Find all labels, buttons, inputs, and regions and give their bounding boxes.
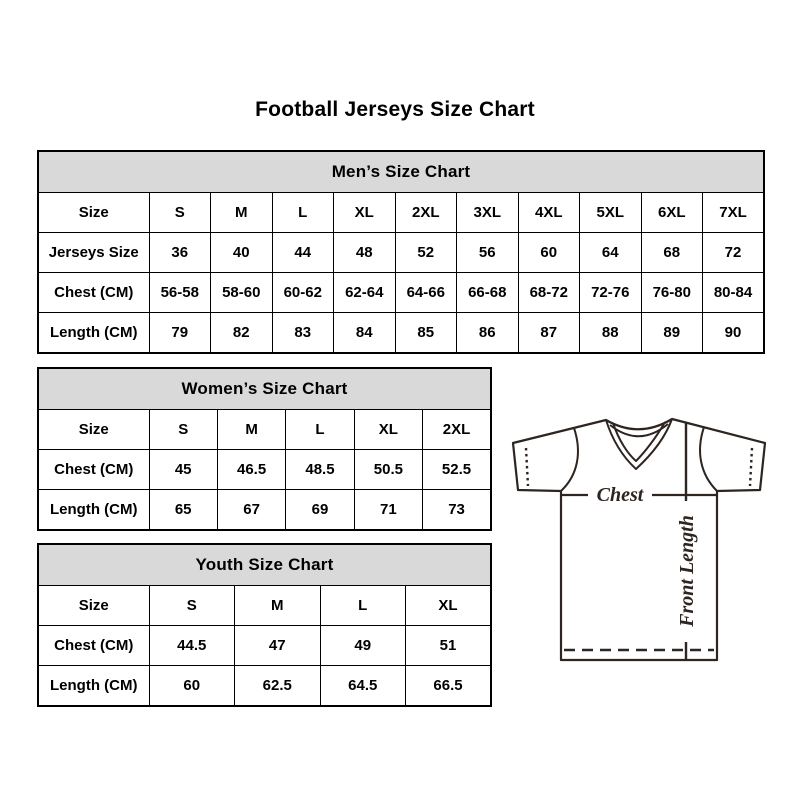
size-value-cell: 64 [580, 233, 642, 273]
page-title: Football Jerseys Size Chart [255, 98, 535, 121]
size-value-cell: 56-58 [149, 273, 211, 313]
row-label: Chest (CM) [38, 626, 149, 666]
size-value-cell: 3XL [457, 193, 519, 233]
size-value-cell: 2XL [423, 410, 491, 450]
chest-measure-label: Chest [596, 484, 644, 506]
size-value-cell: M [217, 410, 285, 450]
size-value-cell: 68-72 [518, 273, 580, 313]
row-label: Length (CM) [38, 313, 149, 354]
table-row [38, 450, 491, 490]
size-value-cell: 4XL [518, 193, 580, 233]
size-value-cell: 52.5 [423, 450, 491, 490]
size-value-cell: 79 [149, 313, 211, 354]
front-length-measure-label: Front Length [676, 515, 698, 627]
jersey-diagram [500, 398, 770, 680]
size-value-cell: 64.5 [320, 666, 406, 707]
size-value-cell: 46.5 [217, 450, 285, 490]
row-label: Chest (CM) [38, 273, 149, 313]
table-row [38, 666, 491, 707]
size-value-cell: 83 [272, 313, 334, 354]
size-value-cell: 58-60 [211, 273, 273, 313]
size-value-cell: 6XL [641, 193, 703, 233]
size-value-cell: 66-68 [457, 273, 519, 313]
size-value-cell: 56 [457, 233, 519, 273]
size-value-cell: 73 [423, 490, 491, 531]
size-value-cell: 44 [272, 233, 334, 273]
size-value-cell: 2XL [395, 193, 457, 233]
size-value-cell: 85 [395, 313, 457, 354]
table-row [38, 586, 491, 626]
size-value-cell: S [149, 586, 235, 626]
row-label: Length (CM) [38, 490, 149, 531]
size-value-cell: S [149, 193, 211, 233]
womens-size-table [37, 367, 492, 531]
size-value-cell: 72-76 [580, 273, 642, 313]
size-value-cell: 48 [334, 233, 396, 273]
size-value-cell: 48.5 [286, 450, 354, 490]
size-value-cell: 67 [217, 490, 285, 531]
size-value-cell: XL [354, 410, 422, 450]
size-value-cell: XL [406, 586, 492, 626]
table-row [38, 193, 764, 233]
size-value-cell: 44.5 [149, 626, 235, 666]
row-label: Jerseys Size [38, 233, 149, 273]
size-value-cell: 80-84 [703, 273, 765, 313]
size-value-cell: 66.5 [406, 666, 492, 707]
size-value-cell: 47 [235, 626, 321, 666]
size-value-cell: 52 [395, 233, 457, 273]
size-value-cell: 69 [286, 490, 354, 531]
size-value-cell: 50.5 [354, 450, 422, 490]
size-value-cell: S [149, 410, 217, 450]
youth-table-title: Youth Size Chart [38, 544, 491, 586]
size-value-cell: 62-64 [334, 273, 396, 313]
size-value-cell: 82 [211, 313, 273, 354]
table-row [38, 233, 764, 273]
size-value-cell: 7XL [703, 193, 765, 233]
size-value-cell: 76-80 [641, 273, 703, 313]
row-label: Size [38, 193, 149, 233]
size-value-cell: L [272, 193, 334, 233]
size-value-cell: M [235, 586, 321, 626]
size-value-cell: 60 [149, 666, 235, 707]
table-row [38, 313, 764, 354]
size-value-cell: 45 [149, 450, 217, 490]
table-row [38, 626, 491, 666]
row-label: Chest (CM) [38, 450, 149, 490]
size-value-cell: 62.5 [235, 666, 321, 707]
size-value-cell: 36 [149, 233, 211, 273]
mens-size-table [37, 150, 765, 354]
womens-table-title: Women’s Size Chart [38, 368, 491, 410]
mens-table-title: Men’s Size Chart [38, 151, 764, 193]
size-value-cell: 65 [149, 490, 217, 531]
size-value-cell: 89 [641, 313, 703, 354]
size-value-cell: 86 [457, 313, 519, 354]
jersey-body-outline [513, 419, 765, 660]
youth-size-table [37, 543, 492, 707]
size-value-cell: 84 [334, 313, 396, 354]
size-value-cell: 60-62 [272, 273, 334, 313]
table-row [38, 273, 764, 313]
size-value-cell: 51 [406, 626, 492, 666]
row-label: Length (CM) [38, 666, 149, 707]
size-value-cell: 60 [518, 233, 580, 273]
row-label: Size [38, 586, 149, 626]
size-value-cell: 40 [211, 233, 273, 273]
size-value-cell: L [286, 410, 354, 450]
row-label: Size [38, 410, 149, 450]
size-value-cell: 49 [320, 626, 406, 666]
size-value-cell: 68 [641, 233, 703, 273]
size-value-cell: 64-66 [395, 273, 457, 313]
size-value-cell: 72 [703, 233, 765, 273]
size-value-cell: XL [334, 193, 396, 233]
size-value-cell: 87 [518, 313, 580, 354]
jersey-diagram-svg [500, 398, 770, 680]
size-value-cell: M [211, 193, 273, 233]
size-value-cell: 71 [354, 490, 422, 531]
size-value-cell: 90 [703, 313, 765, 354]
table-row [38, 490, 491, 531]
table-row [38, 410, 491, 450]
size-value-cell: L [320, 586, 406, 626]
size-value-cell: 88 [580, 313, 642, 354]
size-value-cell: 5XL [580, 193, 642, 233]
